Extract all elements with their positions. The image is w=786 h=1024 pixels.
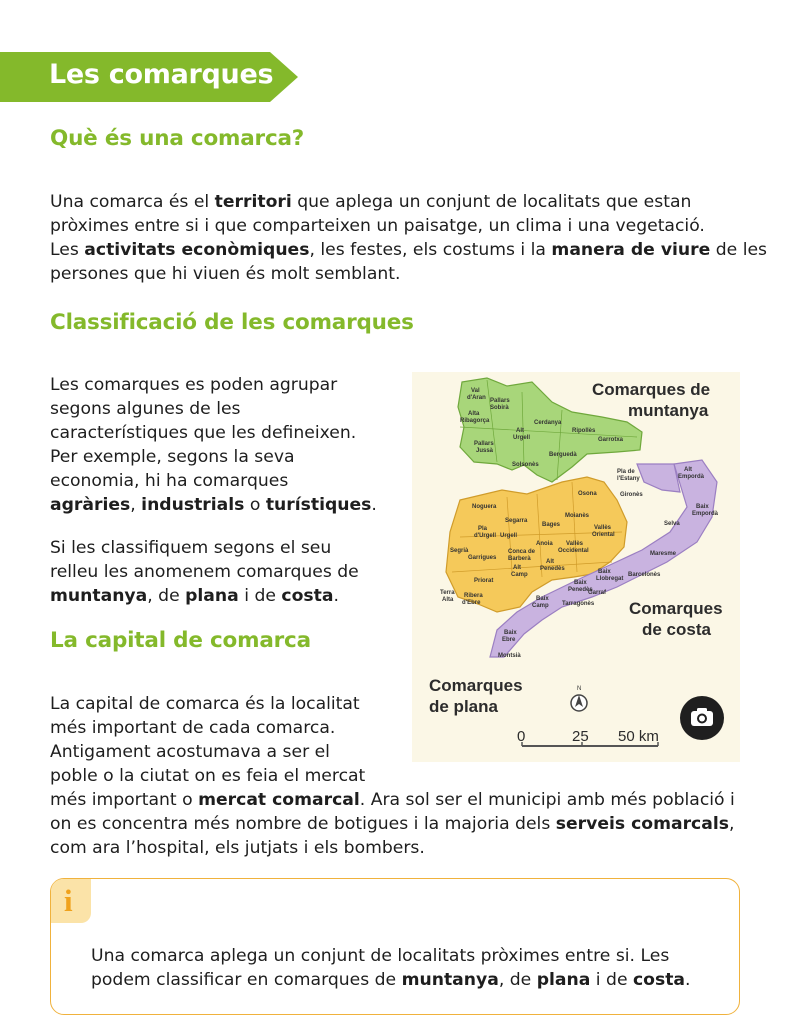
label-girones: Gironès bbox=[620, 492, 643, 498]
bold-term: mercat comarcal bbox=[198, 790, 360, 810]
label-costa-line1: Comarques bbox=[629, 599, 723, 618]
region-costa-north bbox=[637, 464, 680, 492]
label-noguera: Noguera bbox=[472, 504, 497, 510]
text-run: Antigament acostumava a ser el bbox=[50, 742, 330, 762]
label-conca-barbera-1: Conca de bbox=[508, 549, 536, 555]
text-run: segons algunes de les bbox=[50, 399, 241, 419]
text-run: . bbox=[685, 970, 691, 990]
text-run: més important o bbox=[50, 790, 199, 810]
paragraph-definition bbox=[50, 190, 767, 286]
text-run: Si les classifiquem segons el seu bbox=[50, 538, 332, 558]
label-maresme: Maresme bbox=[650, 551, 677, 557]
bold-term: plana bbox=[536, 970, 591, 990]
label-plana-line2: de plana bbox=[429, 697, 498, 716]
text-run: on es concentra més nombre de botigues i la majoria dels bbox=[50, 814, 556, 834]
label-baix-penedes-1: Baix bbox=[574, 580, 587, 586]
text-line bbox=[50, 584, 359, 608]
label-alta-ribagorca-1: Alta bbox=[468, 411, 480, 417]
bold-term: activitats econòmiques bbox=[84, 240, 310, 260]
heading-que-es-comarca: Què és una comarca? bbox=[50, 126, 305, 151]
text-run: . Ara sol ser el municipi amb més població i bbox=[359, 790, 735, 810]
label-baix-llobregat-2: Llobregat bbox=[596, 576, 624, 582]
text-run: La capital de comarca és la localitat bbox=[50, 694, 360, 714]
summary-box bbox=[50, 878, 740, 1015]
text-run: . bbox=[333, 586, 339, 606]
bold-term: agràries bbox=[50, 495, 131, 515]
text-line bbox=[91, 968, 691, 992]
label-pla-urgell-1: Pla bbox=[478, 526, 488, 532]
text-run: Les bbox=[50, 240, 85, 260]
text-run: i de bbox=[238, 586, 282, 606]
label-val-daran-1: Val bbox=[471, 388, 480, 394]
camera-button[interactable] bbox=[680, 696, 724, 740]
text-line bbox=[50, 536, 359, 560]
comarques-map bbox=[412, 372, 740, 762]
info-icon bbox=[51, 879, 91, 923]
text-line bbox=[50, 836, 735, 860]
label-bergueda: Berguedà bbox=[549, 452, 577, 458]
bold-term: territori bbox=[214, 192, 292, 212]
label-alt-urgell-2: Urgell bbox=[513, 435, 531, 441]
text-run: Per exemple, segons la seva bbox=[50, 447, 295, 467]
text-run: Una comarca aplega un conjunt de localitats pròximes entre si. Les bbox=[91, 946, 670, 966]
label-baix-penedes-2: Penedès bbox=[568, 587, 593, 593]
label-baix-camp-1: Baix bbox=[536, 596, 549, 602]
label-muntanya-line2: muntanya bbox=[628, 401, 709, 420]
heading-capital-comarca: La capital de comarca bbox=[50, 628, 311, 653]
text-run: . bbox=[371, 495, 377, 515]
label-ribera-ebre-2: d'Ebre bbox=[462, 600, 481, 606]
label-solsones: Solsonès bbox=[512, 462, 539, 468]
label-garrigues: Garrigues bbox=[468, 555, 497, 561]
label-garrotxa: Garrotxa bbox=[598, 437, 624, 443]
bold-term: turístiques bbox=[265, 495, 372, 515]
title-banner bbox=[0, 52, 298, 102]
bold-term: industrials bbox=[141, 495, 245, 515]
label-alt-emporda-2: Empordà bbox=[678, 474, 705, 480]
text-run: pròximes entre si i que comparteixen un paisatge, un clima i una vegetació. bbox=[50, 216, 705, 236]
text-line bbox=[50, 764, 735, 788]
label-pla-urgell-2: d'Urgell bbox=[474, 533, 497, 539]
page-title: Les comarques bbox=[49, 59, 274, 90]
scale-label-0: 0 bbox=[517, 728, 526, 745]
label-pallars-sobira-2: Sobirà bbox=[490, 405, 509, 411]
label-valles-occidental-2: Occidental bbox=[558, 548, 589, 554]
text-run: Les comarques es poden agrupar bbox=[50, 375, 338, 395]
label-cerdanya: Cerdanya bbox=[534, 420, 562, 426]
label-segarra: Segarra bbox=[505, 518, 528, 524]
text-line bbox=[50, 214, 767, 238]
text-line bbox=[50, 469, 377, 493]
scale-label-25: 25 bbox=[572, 728, 589, 745]
label-urgell: Urgell bbox=[500, 533, 518, 539]
label-montsia: Montsià bbox=[498, 653, 521, 659]
label-priorat: Priorat bbox=[474, 578, 494, 584]
bold-term: plana bbox=[185, 586, 239, 606]
text-line bbox=[50, 421, 377, 445]
label-ribera-ebre-1: Ribera bbox=[464, 593, 483, 599]
label-terra-alta-1: Terra bbox=[440, 590, 455, 596]
paragraph-classification-2 bbox=[50, 536, 359, 608]
label-osona: Osona bbox=[578, 491, 597, 497]
text-run: poble o la ciutat on es feia el mercat bbox=[50, 766, 366, 786]
label-pla-estany-2: l'Estany bbox=[617, 476, 640, 482]
text-run: economia, hi ha comarques bbox=[50, 471, 289, 491]
text-run: Una comarca és el bbox=[50, 192, 215, 212]
label-alta-ribagorca-2: Ribagorça bbox=[460, 418, 490, 424]
bold-term: muntanya bbox=[401, 970, 499, 990]
label-barcelones: Barcelonès bbox=[628, 572, 661, 578]
label-pla-estany-1: Pla de bbox=[617, 469, 635, 475]
text-line bbox=[50, 397, 377, 421]
label-muntanya-line1: Comarques de bbox=[592, 380, 711, 399]
label-alt-penedes-1: Alt bbox=[546, 559, 554, 565]
paragraph-classification-1 bbox=[50, 373, 377, 517]
label-segria: Segrià bbox=[450, 548, 469, 554]
label-anoia: Anoia bbox=[536, 541, 553, 547]
text-line bbox=[50, 445, 377, 469]
scale-label-50: 50 km bbox=[618, 728, 659, 745]
label-plana-line1: Comarques bbox=[429, 676, 523, 695]
text-run: , de bbox=[498, 970, 537, 990]
text-line bbox=[50, 560, 359, 584]
text-run: podem classificar en comarques de bbox=[91, 970, 402, 990]
camera-icon bbox=[680, 696, 724, 740]
text-line bbox=[50, 190, 767, 214]
label-baix-ebre-2: Ebre bbox=[502, 637, 516, 643]
label-garraf: Garraf bbox=[588, 590, 607, 596]
label-alt-urgell-1: Alt bbox=[516, 428, 524, 434]
label-selva: Selva bbox=[664, 521, 680, 527]
text-line bbox=[50, 812, 735, 836]
bold-term: costa bbox=[632, 970, 686, 990]
text-run: relleu les anomenem comarques de bbox=[50, 562, 359, 582]
text-run: de les bbox=[710, 240, 768, 260]
label-alt-emporda-1: Alt bbox=[684, 467, 692, 473]
label-pallars-jussa-1: Pallars bbox=[474, 441, 494, 447]
label-conca-barbera-2: Barberà bbox=[508, 556, 531, 562]
label-moianes: Moianès bbox=[565, 513, 590, 519]
text-line bbox=[50, 373, 377, 397]
bold-term: costa bbox=[281, 586, 334, 606]
text-run: , de bbox=[147, 586, 186, 606]
label-alt-camp-1: Alt bbox=[513, 565, 521, 571]
text-run: , les festes, els costums i la bbox=[309, 240, 552, 260]
text-line bbox=[50, 788, 735, 812]
text-run: com ara l’hospital, els jutjats i els bombers. bbox=[50, 838, 425, 858]
label-terra-alta-2: Alta bbox=[442, 597, 454, 603]
info-icon-glyph: i bbox=[64, 883, 73, 918]
label-baix-emporda-2: Empordà bbox=[692, 511, 719, 517]
text-run: característiques que les defineixen. bbox=[50, 423, 357, 443]
label-alt-camp-2: Camp bbox=[511, 572, 528, 578]
label-costa-line2: de costa bbox=[642, 620, 711, 639]
label-pallars-sobira-1: Pallars bbox=[490, 398, 510, 404]
text-line bbox=[50, 238, 767, 262]
label-ripolles: Ripollès bbox=[572, 428, 596, 434]
label-pallars-jussa-2: Jussà bbox=[476, 448, 494, 454]
label-valles-oriental-1: Vallès bbox=[594, 525, 612, 531]
label-baix-llobregat-1: Baix bbox=[598, 569, 611, 575]
label-bages: Bages bbox=[542, 522, 561, 528]
north-label: N bbox=[577, 686, 582, 692]
bold-term: manera de viure bbox=[551, 240, 711, 260]
label-baix-ebre-1: Baix bbox=[504, 630, 517, 636]
text-line bbox=[50, 262, 767, 286]
text-run: que aplega un conjunt de localitats que estan bbox=[291, 192, 692, 212]
summary-text bbox=[91, 944, 691, 992]
text-run: persones que hi viuen és molt semblant. bbox=[50, 264, 401, 284]
text-run: , bbox=[130, 495, 142, 515]
label-tarragones: Tarragonès bbox=[562, 601, 595, 607]
bold-term: serveis comarcals bbox=[555, 814, 729, 834]
text-run: , bbox=[728, 814, 735, 834]
label-baix-camp-2: Camp bbox=[532, 603, 549, 609]
label-valles-oriental-2: Oriental bbox=[592, 532, 615, 538]
text-line bbox=[50, 493, 377, 517]
text-line bbox=[91, 944, 691, 968]
text-run: i de bbox=[590, 970, 633, 990]
label-valles-occidental-1: Vallès bbox=[566, 541, 584, 547]
label-alt-penedes-2: Penedès bbox=[540, 566, 565, 572]
label-val-daran-2: d'Aran bbox=[467, 395, 486, 401]
label-baix-emporda-1: Baix bbox=[696, 504, 709, 510]
text-run: o bbox=[244, 495, 266, 515]
text-run: més important de cada comarca. bbox=[50, 718, 336, 738]
heading-classificacio: Classificació de les comarques bbox=[50, 310, 414, 335]
bold-term: muntanya bbox=[50, 586, 148, 606]
